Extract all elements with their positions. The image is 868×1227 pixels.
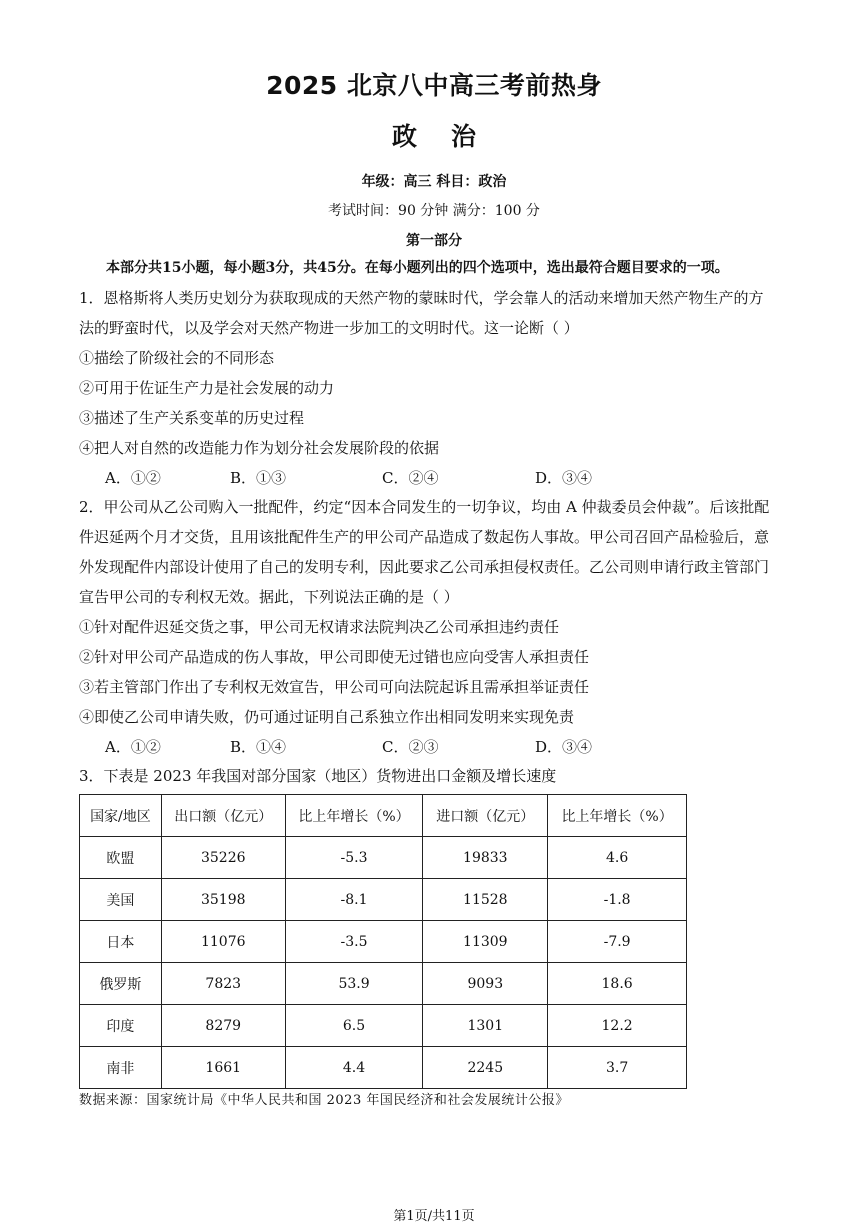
table-cell: 南非: [80, 1047, 162, 1089]
table-cell: 11309: [423, 921, 548, 963]
subject-title: 政治: [391, 122, 510, 151]
q3-stem: 3．下表是 2023 年我国对部分国家（地区）货物进出口金额及增长速度: [79, 767, 557, 785]
table-header-cell: 出口额（亿元）: [161, 795, 285, 837]
table-header-cell: 国家/地区: [80, 795, 162, 837]
table-cell: 俄罗斯: [80, 963, 162, 1005]
q2-stem-line-1: 2．甲公司从乙公司购入一批配件，约定“因本合同发生的一切争议，均由 A 仲裁委员会仲裁”。后该批配: [79, 498, 770, 516]
q1-item-2: ②可用于佐证生产力是社会发展的动力: [79, 379, 335, 397]
q1-item-3: ③描述了生产关系变革的历史过程: [79, 409, 305, 427]
table-cell: 1301: [423, 1005, 548, 1047]
q1-stem-line-2: 法的野蛮时代，以及学会对天然产物进一步加工的文明时代。这一论断（ ）: [79, 319, 579, 337]
q2-options: [0, 737, 868, 757]
table-cell: 1661: [161, 1047, 285, 1089]
table-cell: 美国: [80, 879, 162, 921]
table-cell: 53.9: [285, 963, 423, 1005]
table-source-note: 数据来源：国家统计局《中华人民共和国 2023 年国民经济和社会发展统计公报》: [79, 1093, 569, 1108]
table-cell: 2245: [423, 1047, 548, 1089]
table-cell: 欧盟: [80, 837, 162, 879]
table-cell: 12.2: [548, 1005, 687, 1047]
q2-item-1: ①针对配件迟延交货之事，甲公司无权请求法院判决乙公司承担违约责任: [79, 618, 560, 636]
table-cell: 35226: [161, 837, 285, 879]
q2-stem-line-3: 外发现配件内部设计使用了自己的发明专利，因此要求乙公司承担侵权责任。乙公司则申请行政主管部门: [79, 558, 770, 576]
q1-options: [0, 468, 868, 488]
table-header-cell: 比上年增长（%）: [548, 795, 687, 837]
q2-item-4: ④即使乙公司申请失败，仍可通过证明自己系独立作出相同发明来实现免责: [79, 708, 575, 726]
q2-item-2: ②针对甲公司产品造成的伤人事故，甲公司即使无过错也应向受害人承担责任: [79, 648, 590, 666]
q1-stem-line-1: 1．恩格斯将人类历史划分为获取现成的天然产物的蒙昧时代，学会靠人的活动来增加天然产物生产的方: [79, 289, 764, 307]
table-cell: 6.5: [285, 1005, 423, 1047]
q2-option-d[interactable]: D．③④: [535, 738, 593, 756]
table-cell: 4.4: [285, 1047, 423, 1089]
part-instruction: 本部分共15小题，每小题3分，共45分。在每小题列出的四个选项中，选出最符合题目要求的一项。: [106, 260, 729, 276]
table-row: [80, 1005, 687, 1047]
table-row: [80, 963, 687, 1005]
table-cell: 印度: [80, 1005, 162, 1047]
q1-option-c[interactable]: C．②④: [382, 469, 439, 487]
table-row: [80, 921, 687, 963]
table-cell: 3.7: [548, 1047, 687, 1089]
table-cell: 11528: [423, 879, 548, 921]
table-cell: 11076: [161, 921, 285, 963]
table-cell: -1.8: [548, 879, 687, 921]
part-title: 第一部分: [406, 233, 462, 249]
q2-stem-line-2: 件迟延两个月才交货，且用该批配件生产的甲公司产品造成了数起伤人事故。甲公司召回产品检验后，意: [79, 528, 770, 546]
table-header-cell: 比上年增长（%）: [285, 795, 423, 837]
table-cell: 7823: [161, 963, 285, 1005]
document-title: 2025 北京八中高三考前热身: [266, 71, 602, 100]
exam-time-line: 考试时间：90 分钟 满分：100 分: [328, 203, 540, 219]
table-header-row: [80, 795, 687, 837]
table-cell: -8.1: [285, 879, 423, 921]
q1-option-b[interactable]: B．①③: [230, 469, 287, 487]
grade-subject-line: 年级：高三 科目：政治: [361, 174, 507, 190]
q1-option-d[interactable]: D．③④: [535, 469, 593, 487]
table-header-cell: 进口额（亿元）: [423, 795, 548, 837]
table-row: [80, 1047, 687, 1089]
table-cell: 日本: [80, 921, 162, 963]
q1-option-a[interactable]: A．①②: [105, 469, 161, 487]
table-cell: 18.6: [548, 963, 687, 1005]
table-cell: 9093: [423, 963, 548, 1005]
table-cell: -3.5: [285, 921, 423, 963]
table-cell: 4.6: [548, 837, 687, 879]
q1-item-1: ①描绘了阶级社会的不同形态: [79, 349, 275, 367]
q2-option-c[interactable]: C．②③: [382, 738, 439, 756]
table-cell: -5.3: [285, 837, 423, 879]
q1-item-4: ④把人对自然的改造能力作为划分社会发展阶段的依据: [79, 439, 440, 457]
table-cell: 19833: [423, 837, 548, 879]
trade-table: [79, 794, 687, 1089]
table-row: [80, 879, 687, 921]
table-cell: -7.9: [548, 921, 687, 963]
q2-option-a[interactable]: A．①②: [105, 738, 161, 756]
table-cell: 8279: [161, 1005, 285, 1047]
table-row: [80, 837, 687, 879]
q2-stem-line-4: 宣告甲公司的专利权无效。据此，下列说法正确的是（ ）: [79, 588, 459, 606]
page-number: 第1页/共11页: [393, 1209, 475, 1224]
q2-option-b[interactable]: B．①④: [230, 738, 287, 756]
table-cell: 35198: [161, 879, 285, 921]
q2-item-3: ③若主管部门作出了专利权无效宣告，甲公司可向法院起诉且需承担举证责任: [79, 678, 590, 696]
